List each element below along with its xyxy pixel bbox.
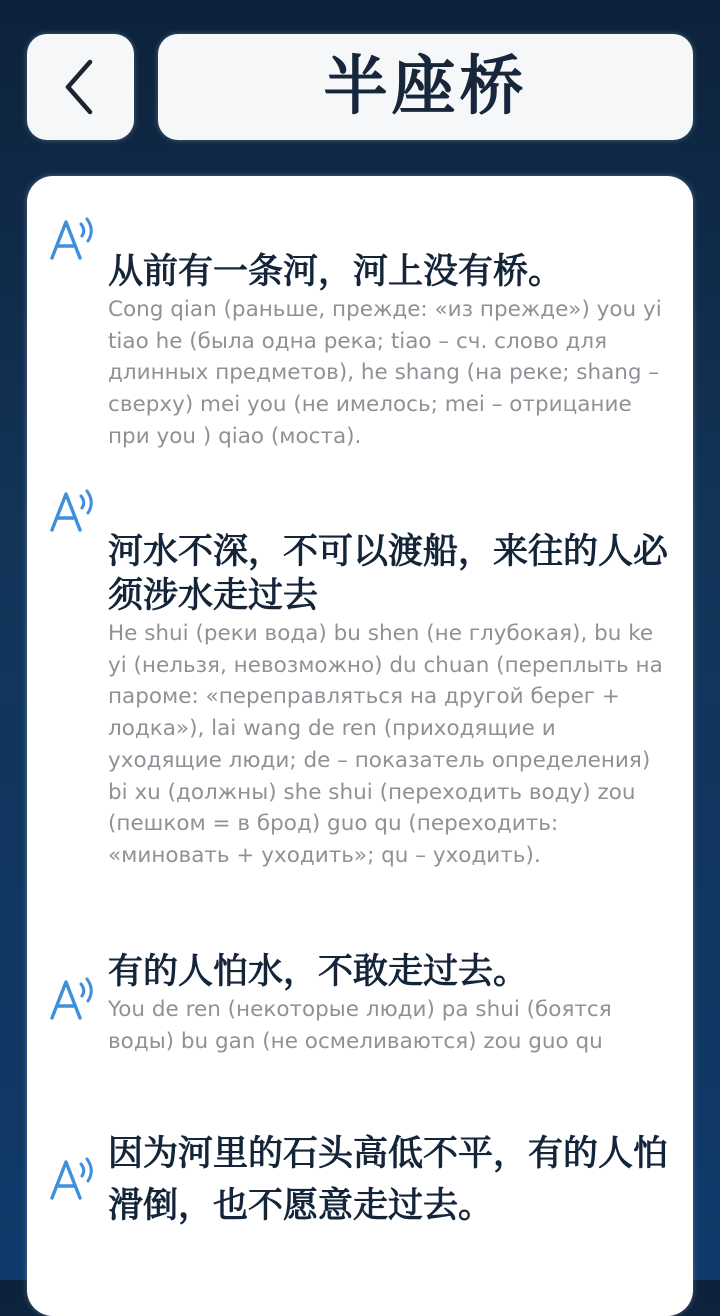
sentence-chinese: 因为河里的石头高低不平，有的人怕滑倒，也不愿意走过去。: [108, 1134, 669, 1226]
sentence-chinese: 河水不深，不可以渡船，来往的人必须涉水走过去: [108, 532, 669, 616]
audio-play-icon: [48, 1154, 100, 1204]
audio-play-icon: [48, 486, 100, 536]
page-title: 半座桥: [323, 50, 528, 124]
title-bar: [158, 34, 693, 140]
lesson-card[interactable]: [27, 176, 693, 1316]
audio-play-button[interactable]: [48, 1154, 100, 1204]
audio-play-button[interactable]: [48, 974, 100, 1024]
sentence-item: [27, 950, 693, 1057]
back-button[interactable]: [27, 34, 134, 140]
sentence-item: [27, 250, 693, 453]
audio-play-icon: [48, 974, 100, 1024]
sentence-chinese: 从前有一条河，河上没有桥。: [108, 252, 564, 292]
sentence-item: [27, 530, 693, 872]
sentence-translation: He shui (реки вода) bu shen (не глубокая), bu ke yi (нельзя, невозможно) du chuan (переплыть на пароме: «переправляться на другой берег + лодка»), lai wang de ren (приходящие и уходящие люди; de – показатель определения) bi xu (должны) she shui (переходить воду) zou (пешком = в брод) guo qu (переходить: «миновать + уходить»; qu – уходить).: [108, 621, 663, 868]
audio-play-button[interactable]: [48, 214, 100, 264]
sentence-chinese: 有的人怕水，不敢走过去。: [108, 952, 529, 992]
sentence-translation: You de ren (некоторые люди) pa shui (боятся воды) bu gan (не осмеливаются) zou guo qu: [108, 997, 612, 1054]
audio-play-icon: [48, 214, 100, 264]
sentence-translation: Cong qian (раньше, прежде: «из прежде») you yi tiao he (была одна река; tiao – сч. слово для длинных предметов), he shang (на реке; shang – сверху) mei you (не имелось; mei – отрицание при you ) qiao (моста).: [108, 297, 662, 449]
chevron-left-icon: [61, 57, 101, 117]
sentence-item: [27, 1128, 693, 1232]
audio-play-button[interactable]: [48, 486, 100, 536]
